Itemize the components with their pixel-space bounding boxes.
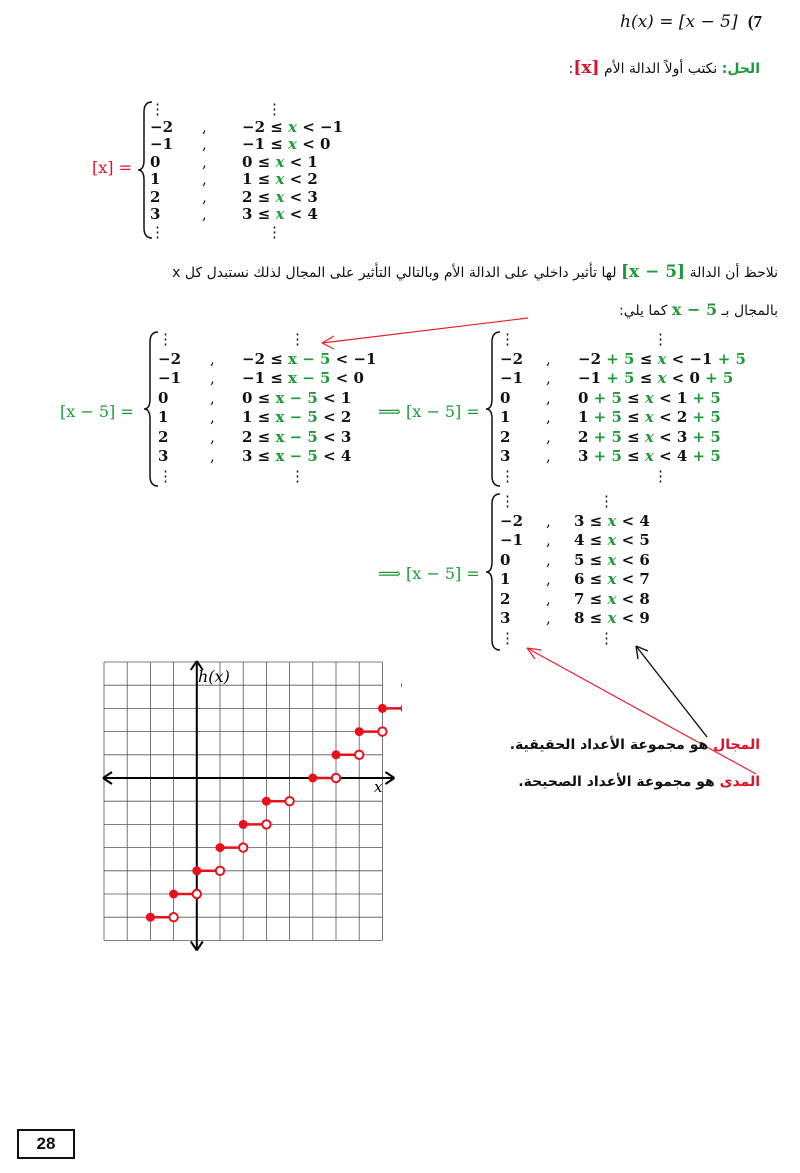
note-line1-start: نلاحظ أن الدالة [689, 265, 778, 281]
step2-row-cond-6: 3 + 5 ≤ x < 4 + 5 [578, 447, 721, 465]
step-function-graph [102, 660, 402, 960]
step1-row-value-0: ⋮ [158, 330, 173, 348]
step2-row-cond-1: −2 + 5 ≤ x < −1 + 5 [578, 349, 746, 368]
domain-note [510, 737, 760, 753]
step1-lhs-text: [x − 5] = [60, 402, 134, 421]
solution-label: الحل: [721, 61, 760, 77]
step2-row-sep-5: , [546, 427, 551, 446]
step2-row-value-7: ⋮ [500, 466, 515, 485]
step3-row-sep-1: , [546, 511, 551, 530]
step3-row-sep-3: , [546, 550, 551, 569]
step-open-dot-7 [355, 751, 363, 759]
problem-function: h(x) = [x − 5] [620, 12, 738, 32]
parent-row-cond-4: 1 ≤ x < 2 [242, 170, 318, 188]
step2-row-cond-3: 0 + 5 ≤ x < 1 + 5 [578, 388, 721, 407]
step3-row-cond-4: 6 ≤ x < 7 [574, 570, 650, 588]
step3-row-value-0: ⋮ [500, 492, 515, 510]
step-closed-dot-0 [146, 913, 155, 922]
step2-row-value-3: 0 [500, 388, 511, 407]
step3-row-cond-0: ⋮ [599, 492, 614, 510]
step3-row-value-3: 0 [500, 550, 511, 569]
step1-row-cond-4: 1 ≤ x − 5 < 2 [242, 408, 352, 426]
solution-intro-text: نكتب أولاً الدالة الأم [604, 61, 718, 77]
step-open-dot-2 [216, 867, 224, 875]
parent-row-value-6: 3 [150, 205, 161, 223]
step3-row-cond-1: 3 ≤ x < 4 [574, 511, 650, 530]
note-line2-symbol: x − 5 [671, 300, 718, 319]
step1-row-value-1: −2 [158, 349, 182, 368]
step3-row-cond-2: 4 ≤ x < 5 [574, 531, 650, 549]
problem-number: (7 [747, 12, 762, 31]
parent-row-cond-5: 2 ≤ x < 3 [242, 187, 318, 206]
range-rest: هو مجموعة الأعداد الصحيحة. [518, 774, 715, 790]
step2-row-value-2: −1 [500, 369, 524, 387]
black-arrow-domain [636, 646, 707, 737]
step1-row-value-6: 3 [158, 447, 169, 465]
step3-row-cond-6: 8 ≤ x < 9 [574, 609, 650, 627]
step2-row-cond-0: ⋮ [653, 330, 668, 348]
domain-term: المجال [713, 737, 760, 753]
parent-row-cond-7: ⋮ [267, 222, 282, 241]
step1-row-cond-5: 2 ≤ x − 5 < 3 [242, 427, 352, 446]
step2-row-cond-2: −1 + 5 ≤ x < 0 + 5 [578, 369, 734, 387]
step3-row-sep-4: , [546, 570, 551, 588]
parent-row-sep-3: , [202, 152, 207, 171]
step1-row-cond-6: 3 ≤ x − 5 < 4 [242, 447, 352, 465]
step-closed-dot-1 [169, 890, 178, 899]
step-closed-dot-5 [262, 797, 271, 806]
step2-row-value-1: −2 [500, 349, 524, 368]
domain-rest: هو مجموعة الأعداد الحقيقية. [509, 737, 709, 753]
parent-row-value-7: ⋮ [150, 222, 165, 241]
range-term: المدى [719, 774, 760, 790]
red-arrow-range [527, 648, 756, 774]
step3-row-value-4: 1 [500, 570, 511, 588]
step1-row-sep-3: , [210, 388, 215, 407]
parent-row-cond-3: 0 ≤ x < 1 [242, 152, 318, 171]
step3-row-value-1: −2 [500, 511, 524, 530]
parent-row-value-1: −2 [150, 117, 174, 136]
step2-row-sep-3: , [546, 388, 551, 407]
step-open-dot-9 [401, 704, 402, 712]
step2-row-value-6: 3 [500, 447, 511, 465]
step-open-dot-1 [193, 890, 201, 898]
step-closed-dot-7 [332, 750, 341, 759]
step2-row-value-0: ⋮ [500, 330, 515, 348]
parent-row-sep-4: , [202, 170, 207, 188]
step1-row-cond-7: ⋮ [290, 466, 305, 485]
step1-row-value-3: 0 [158, 388, 169, 407]
step1-row-sep-4: , [210, 408, 215, 426]
step1-row-value-5: 2 [158, 427, 169, 446]
parent-row-value-0: ⋮ [150, 100, 165, 118]
solution-intro-colon: : [568, 61, 574, 77]
step3-row-cond-3: 5 ≤ x < 6 [574, 550, 650, 569]
step-closed-dot-3 [216, 843, 225, 852]
parent-row-cond-6: 3 ≤ x < 4 [242, 205, 318, 223]
step2-row-sep-4: , [546, 408, 551, 426]
step1-row-sep-2: , [210, 369, 215, 387]
step1-row-sep-6: , [210, 447, 215, 465]
step3-row-value-6: 3 [500, 609, 511, 627]
parent-row-cond-1: −2 ≤ x < −1 [242, 117, 344, 136]
y-axis-label: h(x) [198, 667, 230, 686]
parent-row-value-3: 0 [150, 152, 161, 171]
step2-row-sep-2: , [546, 369, 551, 387]
red-arrow-top [322, 318, 528, 343]
parent-row-cond-0: ⋮ [267, 100, 282, 118]
step-open-dot-0 [169, 913, 177, 921]
step2-row-value-5: 2 [500, 427, 511, 446]
step2-row-value-4: 1 [500, 408, 511, 426]
step3-row-sep-6: , [546, 609, 551, 627]
step3-row-cond-7: ⋮ [599, 628, 614, 647]
graph-grid [104, 662, 382, 940]
step3-row-sep-2: , [546, 531, 551, 549]
step-closed-dot-2 [192, 866, 201, 875]
step-open-dot-3 [239, 843, 247, 851]
step1-row-cond-1: −2 ≤ x − 5 < −1 [242, 349, 377, 368]
step-closed-dot-4 [239, 820, 248, 829]
step2-row-cond-5: 2 + 5 ≤ x < 3 + 5 [578, 427, 721, 446]
range-note [518, 774, 760, 790]
step3-row-value-5: 2 [500, 589, 511, 608]
x-axis-label: x [374, 778, 383, 796]
step-closed-dot-6 [308, 774, 317, 783]
step1-row-value-4: 1 [158, 408, 169, 426]
step-closed-dot-9 [378, 704, 387, 713]
page-number: 28 [17, 1129, 75, 1159]
step-open-dot-5 [285, 797, 293, 805]
step1-row-cond-0: ⋮ [290, 330, 305, 348]
note-line1-symbol: [x − 5] [620, 262, 686, 282]
step1-row-value-7: ⋮ [158, 466, 173, 485]
step-closed-dot-10 [401, 681, 402, 690]
parent-row-sep-6: , [202, 205, 207, 223]
parent-function-symbol: [x] [573, 58, 600, 78]
parent-row-value-2: −1 [150, 135, 174, 153]
step3-row-value-7: ⋮ [500, 628, 515, 647]
step-closed-dot-8 [355, 727, 364, 736]
step3-row-sep-5: , [546, 589, 551, 608]
step2-lhs-text: ⟹ [x − 5] = [378, 402, 480, 421]
step-open-dot-8 [378, 727, 386, 735]
parent-row-sep-2: , [202, 135, 207, 153]
step2-row-sep-1: , [546, 349, 551, 368]
parent-row-sep-1: , [202, 117, 207, 136]
step-open-dot-6 [332, 774, 340, 782]
step2-row-cond-7: ⋮ [653, 466, 668, 485]
step3-row-value-2: −1 [500, 531, 524, 549]
note-line2-end: كما يلي: [619, 303, 668, 319]
step1-row-sep-5: , [210, 427, 215, 446]
step1-row-cond-2: −1 ≤ x − 5 < 0 [242, 369, 364, 387]
parent-row-value-4: 1 [150, 170, 161, 188]
note-line2-start: بالمجال بـ [721, 303, 778, 319]
step1-row-value-2: −1 [158, 369, 182, 387]
parent-row-cond-2: −1 ≤ x < 0 [242, 135, 331, 153]
parent-row-sep-5: , [202, 187, 207, 206]
step2-row-cond-4: 1 + 5 ≤ x < 2 + 5 [578, 408, 721, 426]
graph-axes [103, 661, 394, 950]
step-open-dot-4 [262, 820, 270, 828]
step1-row-sep-1: , [210, 349, 215, 368]
parent-lhs-text: [x] = [92, 158, 132, 177]
parent-row-value-5: 2 [150, 187, 161, 206]
step3-lhs-text: ⟹ [x − 5] = [378, 564, 480, 583]
step3-row-cond-5: 7 ≤ x < 8 [574, 589, 650, 608]
note-line1-end: لها تأثير داخلي على الدالة الأم وبالتالي التأثير على المجال لذلك نستبدل كل x [172, 265, 617, 281]
step1-row-cond-3: 0 ≤ x − 5 < 1 [242, 388, 352, 407]
step2-row-sep-6: , [546, 447, 551, 465]
